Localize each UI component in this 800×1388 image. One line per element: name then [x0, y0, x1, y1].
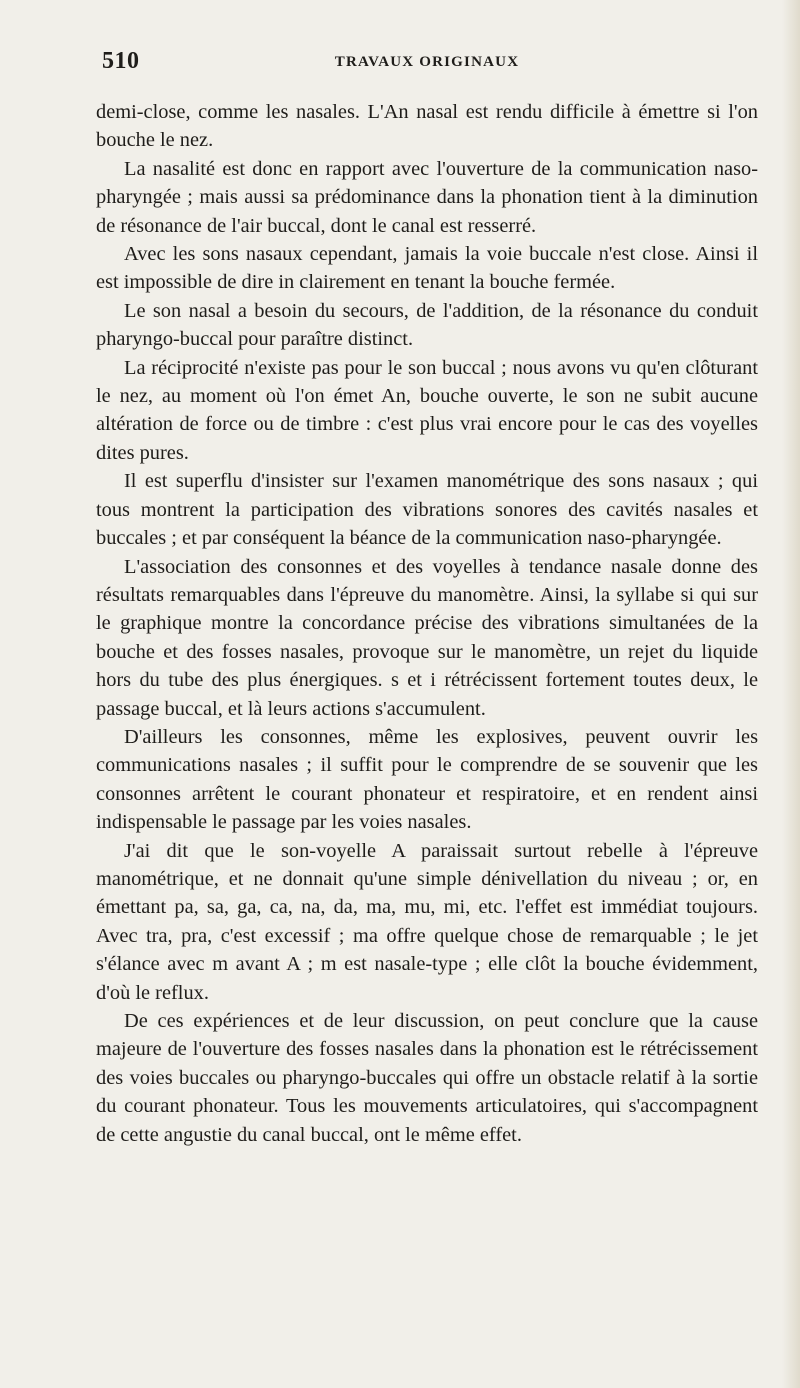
paragraph: demi-close, comme les nasales. L'An nasal est rendu difficile à émettre si l'on bouche le nez. [96, 101, 758, 152]
page-header [96, 48, 758, 88]
page-number: 510 [102, 48, 140, 74]
paragraph: La nasalité est donc en rapport avec l'ouverture de la communication naso-pharyngée ; mais aussi sa prédominance dans la phonation tient à la diminution de résonance de l'air buccal, dont le canal est resserré. [96, 157, 758, 237]
paragraph: De ces expériences et de leur discussion, on peut conclure que la cause majeure de l'ouverture des fosses nasales dans la phonation est le rétrécissement des voies buccales ou pharyngo-buccales qui offre un obstacle relatif à la sortie du courant phonateur. Tous les mouvements articulatoires, qui s'accompagnent de cette angustie du canal buccal, ont le même effet. [96, 1010, 758, 1146]
paragraph: Le son nasal a besoin du secours, de l'addition, de la résonance du conduit pharyngo-buccal pour paraître distinct. [96, 299, 758, 351]
paragraph: Avec les sons nasaux cependant, jamais la voie buccale n'est close. Ainsi il est impossible de dire in clairement en tenant la bouche fermée. [96, 243, 758, 294]
body-text [96, 98, 758, 1149]
paragraph: L'association des consonnes et des voyelles à tendance nasale donne des résultats remarquables dans l'épreuve du manomètre. Ainsi, la syllabe si qui sur le graphique montre la concordance précise des vibrations simultanées de la bouche et des fosses nasales, provoque sur le manomètre, un rejet du liquide hors du tube des plus énergiques. s et i rétrécissent fortement toutes deux, le passage buccal, et là leurs actions s'accumulent. [96, 555, 758, 720]
paragraph: Il est superflu d'insister sur l'examen manométrique des sons nasaux ; qui tous montrent la participation des vibrations sonores des cavités nasales et buccales ; et par conséquent la béance de la communication naso-pharyngée. [96, 470, 758, 550]
page-edge-shading [782, 0, 800, 1388]
paragraph: La réciprocité n'existe pas pour le son buccal ; nous avons vu qu'en clôturant le nez, au moment où l'on émet An, bouche ouverte, le son ne subit aucune altération de force ou de timbre : c'est plus vrai encore pour le cas des voyelles dites pures. [96, 356, 758, 464]
paragraph: J'ai dit que le son-voyelle A paraissait surtout rebelle à l'épreuve manométrique, et ne donnait qu'une simple dénivellation du niveau ; or, en émettant pa, sa, ga, ca, na, da, ma, mu, mi, etc. l'effet est immédiat toujours. Avec tra, pra, c'est excessif ; ma offre quelque chose de remarquable ; le jet s'élance avec m avant A ; m est nasale-type ; elle clôt la bouche évidemment, d'où le reflux. [96, 839, 758, 1004]
paragraph: D'ailleurs les consonnes, même les explosives, peuvent ouvrir les communications nasales ; il suffit pour le comprendre de se souvenir que les consonnes arrêtent le courant phonateur et respiratoire, et en rendent ainsi indispensable le passage par les voies nasales. [96, 725, 758, 834]
running-head: TRAVAUX ORIGINAUX [334, 54, 520, 70]
